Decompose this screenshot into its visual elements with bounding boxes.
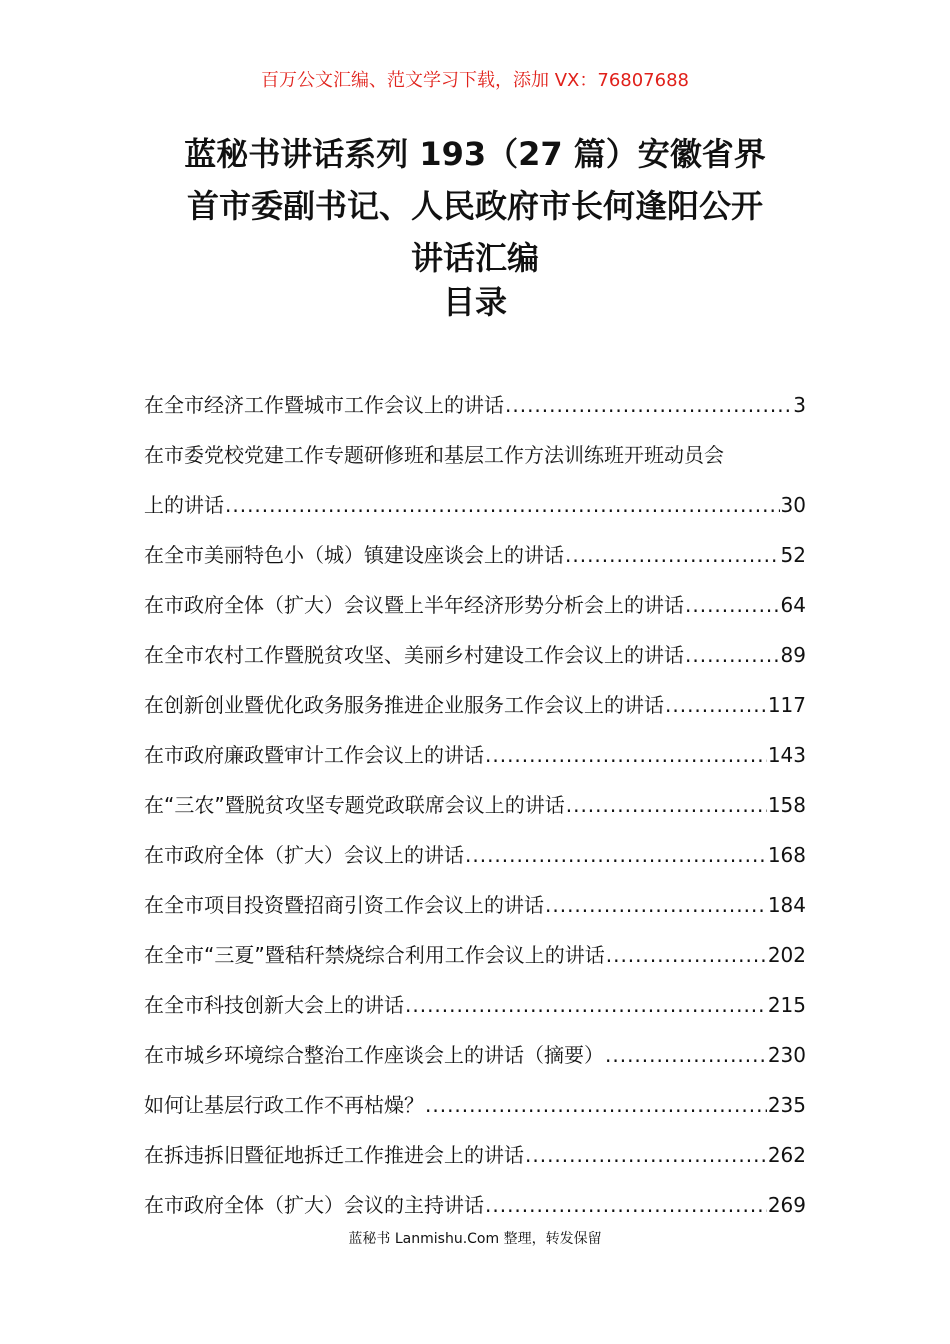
title-line-1: 蓝秘书讲话系列 193（27 篇）安徽省界 bbox=[184, 135, 766, 173]
toc-entry-title: 如何让基层行政工作不再枯燥？ bbox=[144, 1093, 424, 1117]
toc-entry[interactable] bbox=[144, 430, 806, 530]
toc-leader-dots bbox=[485, 1180, 767, 1230]
toc-entry-title: 在全市科技创新大会上的讲话 bbox=[144, 993, 404, 1017]
toc-entry-page: 230 bbox=[767, 1043, 806, 1067]
toc-entry-page: 52 bbox=[780, 543, 806, 567]
toc-entry-page: 168 bbox=[767, 843, 806, 867]
toc-entry-title: 上的讲话 bbox=[144, 493, 224, 517]
toc-leader-dots bbox=[545, 880, 767, 930]
toc-entry-page: 143 bbox=[767, 743, 806, 767]
toc-entry-title: 在市政府全体（扩大）会议上的讲话 bbox=[144, 843, 464, 867]
toc-entry-title-line1: 在市委党校党建工作专题研修班和基层工作方法训练班开班动员会 bbox=[144, 443, 724, 467]
toc-leader-dots bbox=[465, 830, 767, 880]
toc-entry-title: 在市政府廉政暨审计工作会议上的讲话 bbox=[144, 743, 484, 767]
toc-leader-dots bbox=[525, 1130, 767, 1180]
toc-leader-dots bbox=[225, 480, 780, 530]
toc-leader-dots bbox=[425, 1080, 767, 1130]
toc-entry-title: 在市政府全体（扩大）会议的主持讲话 bbox=[144, 1193, 484, 1217]
toc-entry-page: 3 bbox=[793, 393, 806, 417]
toc-entry-page: 30 bbox=[780, 493, 806, 517]
toc-entry-title: 在全市农村工作暨脱贫攻坚、美丽乡村建设工作会议上的讲话 bbox=[144, 643, 684, 667]
toc-entry[interactable] bbox=[144, 1030, 806, 1080]
promo-banner: 百万公文汇编、范文学习下载，添加 VX：76807688 bbox=[261, 70, 689, 91]
toc-entry-title: 在创新创业暨优化政务服务推进企业服务工作会议上的讲话 bbox=[144, 693, 664, 717]
title-line-3: 讲话汇编 bbox=[410, 239, 539, 277]
toc-leader-dots bbox=[566, 780, 767, 830]
toc-entry[interactable] bbox=[144, 530, 806, 580]
toc-leader-dots bbox=[665, 680, 767, 730]
toc-entry[interactable] bbox=[144, 730, 806, 780]
toc-entry[interactable] bbox=[144, 930, 806, 980]
toc-entry-page: 117 bbox=[767, 693, 806, 717]
toc-entry[interactable] bbox=[144, 630, 806, 680]
toc-entry-page: 215 bbox=[767, 993, 806, 1017]
toc-entry[interactable] bbox=[144, 830, 806, 880]
toc-leader-dots bbox=[405, 980, 767, 1030]
toc-heading: 目录 bbox=[442, 283, 507, 321]
toc-entry-title: 在市政府全体（扩大）会议暨上半年经济形势分析会上的讲话 bbox=[144, 593, 684, 617]
toc-entry-title: 在“三农”暨脱贫攻坚专题党政联席会议上的讲话 bbox=[144, 793, 565, 817]
toc-entry-title: 在全市“三夏”暨秸秆禁烧综合利用工作会议上的讲话 bbox=[144, 943, 605, 967]
toc-leader-dots bbox=[685, 580, 780, 630]
toc-entry[interactable] bbox=[144, 1130, 806, 1180]
toc-leader-dots bbox=[485, 730, 767, 780]
toc-entry-page: 269 bbox=[767, 1193, 806, 1217]
toc-entry[interactable] bbox=[144, 1180, 806, 1230]
toc-entry-page: 158 bbox=[767, 793, 806, 817]
toc-leader-dots bbox=[505, 380, 792, 430]
table-of-contents bbox=[144, 380, 806, 1230]
toc-entry[interactable] bbox=[144, 380, 806, 430]
toc-leader-dots bbox=[606, 930, 767, 980]
toc-leader-dots bbox=[605, 1030, 767, 1080]
toc-entry-page: 202 bbox=[767, 943, 806, 967]
title-line-2: 首市委副书记、人民政府市长何逢阳公开 bbox=[186, 187, 763, 225]
toc-entry-title: 在拆违拆旧暨征地拆迁工作推进会上的讲话 bbox=[144, 1143, 524, 1167]
toc-entry-page: 184 bbox=[767, 893, 806, 917]
toc-entry-page: 64 bbox=[780, 593, 806, 617]
toc-leader-dots bbox=[565, 530, 780, 580]
toc-entry[interactable] bbox=[144, 880, 806, 930]
toc-entry-title: 在全市美丽特色小（城）镇建设座谈会上的讲话 bbox=[144, 543, 564, 567]
document-title bbox=[120, 128, 830, 284]
toc-entry[interactable] bbox=[144, 680, 806, 730]
toc-entry-page: 262 bbox=[767, 1143, 806, 1167]
toc-entry-page: 89 bbox=[780, 643, 806, 667]
footer-note: 蓝秘书 Lanmishu.Com 整理，转发保留 bbox=[348, 1231, 602, 1247]
toc-entry-title: 在全市经济工作暨城市工作会议上的讲话 bbox=[144, 393, 504, 417]
toc-entry[interactable] bbox=[144, 980, 806, 1030]
toc-entry[interactable] bbox=[144, 580, 806, 630]
toc-entry-page: 235 bbox=[767, 1093, 806, 1117]
toc-leader-dots bbox=[685, 630, 780, 680]
toc-entry-title: 在市城乡环境综合整治工作座谈会上的讲话（摘要） bbox=[144, 1043, 604, 1067]
toc-entry[interactable] bbox=[144, 1080, 806, 1130]
toc-entry[interactable] bbox=[144, 780, 806, 830]
toc-entry-title: 在全市项目投资暨招商引资工作会议上的讲话 bbox=[144, 893, 544, 917]
